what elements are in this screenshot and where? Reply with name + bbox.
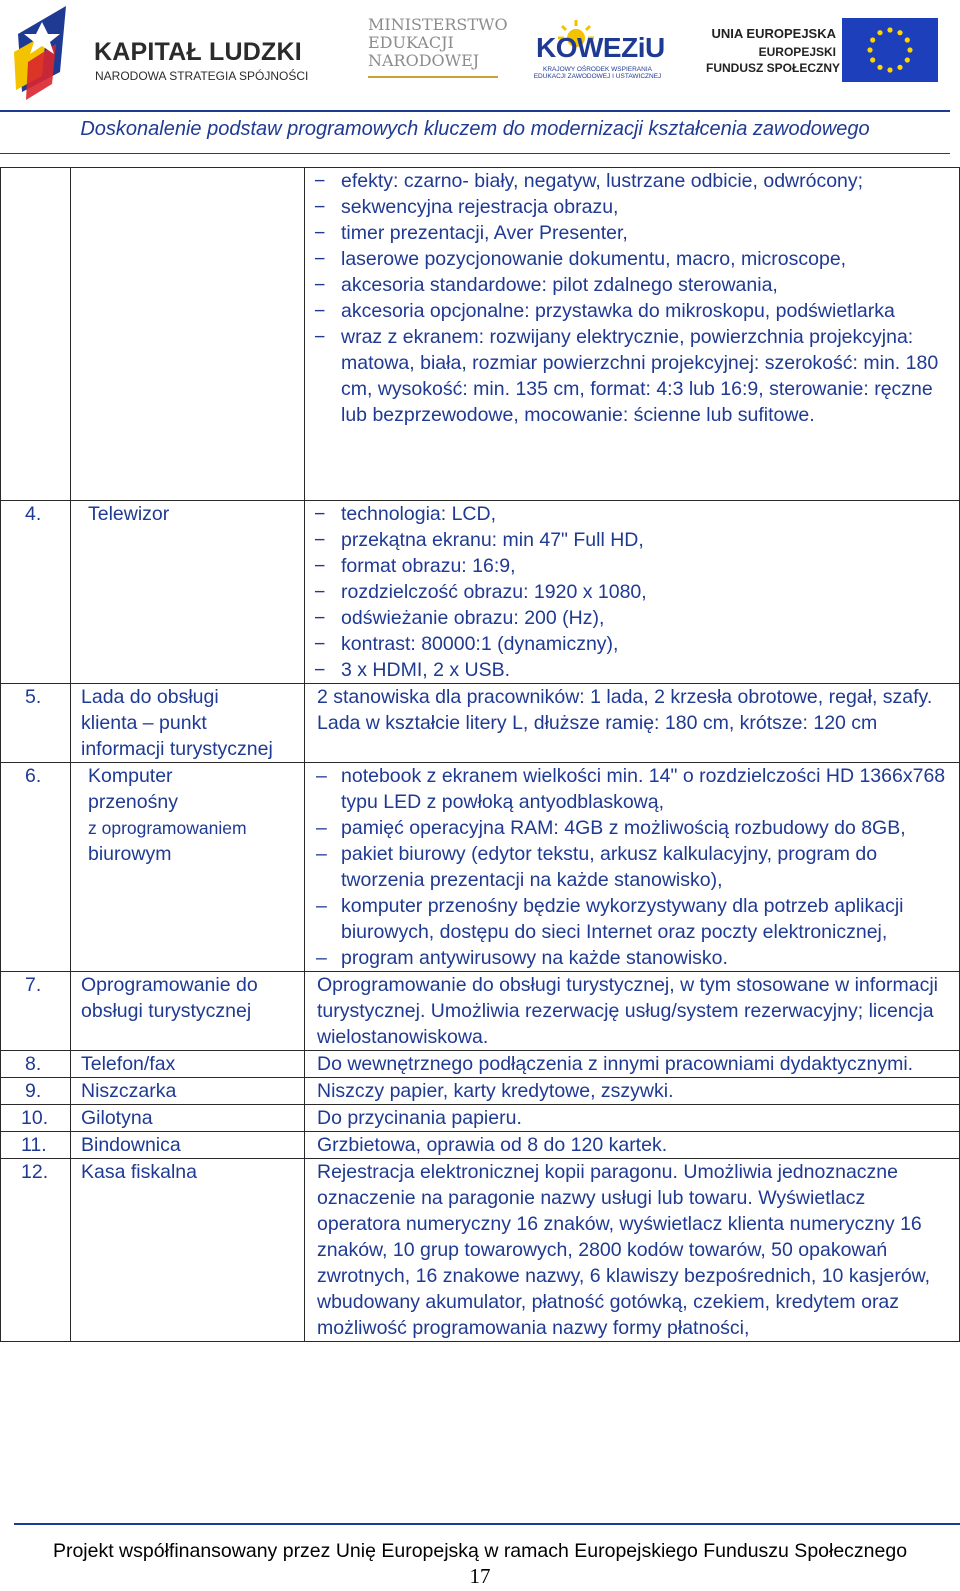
row-spec	[305, 972, 960, 1051]
list-item: − format obrazu: 16:9,	[341, 553, 959, 579]
row-number: 6.	[25, 765, 42, 787]
list-item: − technologia: LCD,	[341, 501, 959, 527]
list-item: − akcesoria standardowe: pilot zdalnego sterowania,	[341, 272, 959, 298]
row-spec	[305, 1159, 960, 1342]
page-number: 17	[469, 1564, 491, 1588]
row-spec	[305, 684, 960, 763]
list-item: − laserowe pozycjonowanie dokumentu, macro, microscope,	[341, 246, 959, 272]
row-spec	[305, 1078, 960, 1105]
footer-rule	[14, 1523, 960, 1525]
row-number-cell	[1, 1078, 71, 1105]
spec-list	[305, 501, 959, 683]
eu-line-2: EUROPEJSKI	[758, 45, 836, 59]
row-name: Komputer przenośny	[88, 765, 178, 813]
spec-text: Rejestracja elektronicznej kopii paragonu. Umożliwia jednoznaczne oznaczenie na paragonie nazwy usługi lub towaru. Wyświetlacz operatora numeryczny 16 znaków, wyświetlacz klienta numeryczny 16 znaków, 10 grup towarowych, 2800 kodów towarów, 50 opakowań zwrotnych, 16 znakowe nazwy, 6 klawiszy bezpośrednich, 10 kasjerów, wbudowany akumulator, płatność gotówką, czekiem, kredytem oraz możliwość programowania nazwy formy płatności,	[317, 1161, 931, 1339]
eu-logo	[706, 18, 951, 98]
list-item: − 3 x HDMI, 2 x USB.	[341, 657, 959, 683]
spec-list	[305, 763, 959, 971]
row-name-cell	[71, 763, 305, 972]
eu-line-3: FUNDUSZ SPOŁECZNY	[706, 61, 841, 75]
row-number: 5.	[25, 686, 42, 708]
header-rule	[0, 110, 950, 112]
list-item: − rozdzielczość obrazu: 1920 x 1080,	[341, 579, 959, 605]
row-number: 12.	[21, 1161, 49, 1183]
koweziu-subtitle: KRAJOWY OŚRODEK WSPIERANIA EDUKACJI ZAWODOWEJ I USTAWICZNEJ	[533, 66, 662, 80]
table-row	[1, 1105, 960, 1132]
row-name: Bindownica	[71, 1132, 305, 1159]
row-name: Niszczarka	[71, 1078, 305, 1105]
spec-list	[305, 168, 959, 428]
row-name: Telefon/fax	[71, 1051, 305, 1078]
page-header	[0, 0, 960, 160]
kapital-ludzki-subtitle: NARODOWA STRATEGIA SPÓJNOŚCI	[95, 69, 309, 83]
row-name: Lada do obsługi klienta – punkt informacji turystycznej	[71, 684, 305, 763]
row-number-cell	[1, 1105, 71, 1132]
eu-flag-icon	[842, 18, 938, 82]
koweziu-logo	[528, 18, 663, 82]
spec-text: Niszczy papier, karty kredytowe, zszywki.	[317, 1080, 674, 1102]
table-row	[1, 1078, 960, 1105]
row-number: 4.	[25, 503, 42, 525]
row-spec	[305, 763, 960, 972]
row-spec	[305, 1051, 960, 1078]
list-item: − timer prezentacji, Aver Presenter,	[341, 220, 959, 246]
spec-text: Do przycinania papieru.	[317, 1107, 522, 1129]
list-item: − kontrast: 80000:1 (dynamiczny),	[341, 631, 959, 657]
row-spec	[305, 1105, 960, 1132]
row-spec	[305, 501, 960, 684]
equipment-spec-table	[0, 167, 960, 1342]
men-line-2: EDUKACJI	[368, 33, 454, 52]
header-motto: Doskonalenie podstaw programowych kluczem do modernizacji kształcenia zawodowego	[80, 118, 870, 140]
row-number: 8.	[25, 1053, 42, 1075]
list-item: – komputer przenośny będzie wykorzystywany dla potrzeb aplikacji biurowych, dostępu do sieci Internet oraz poczty elektronicznej,	[341, 893, 959, 945]
table-row	[1, 1159, 960, 1342]
row-number: 9.	[25, 1080, 42, 1102]
row-number: 11.	[21, 1134, 47, 1156]
koweziu-name: KOWEZiU	[536, 32, 665, 63]
spec-text: Oprogramowanie do obsługi turystycznej, w tym stosowane w informacji turystycznej. Umożliwia rezerwację usług/system rezerwacyjny; licencja wielostanowiskowa.	[317, 974, 939, 1048]
table-row	[1, 1132, 960, 1159]
table-row	[1, 168, 960, 501]
list-item: − akcesoria opcjonalne: przystawka do mikroskopu, podświetlarka	[341, 298, 959, 324]
table-row	[1, 1051, 960, 1078]
row-name: Kasa fiskalna	[71, 1159, 305, 1342]
row-number-cell	[1, 1159, 71, 1342]
spec-text: 2 stanowiska dla pracowników: 1 lada, 2 krzesła obrotowe, regał, szafy. Lada w kształcie litery L, dłuższe ramię: 180 cm, krótsze: 120 cm	[317, 686, 933, 734]
header-rule-bottom	[0, 153, 950, 154]
row-number: 10.	[21, 1107, 49, 1129]
kapital-ludzki-emblem-icon	[8, 4, 88, 104]
spec-text: Do wewnętrznego podłączenia z innymi pracowniami dydaktycznymi.	[317, 1053, 914, 1075]
row-spec	[305, 168, 960, 501]
kapital-ludzki-title: KAPITAŁ LUDZKI	[94, 38, 302, 66]
list-item: − efekty: czarno- biały, negatyw, lustrzane odbicie, odwrócony;	[341, 168, 959, 194]
row-number-cell	[1, 763, 71, 972]
row-number-cell	[1, 972, 71, 1051]
list-item: – pamięć operacyjna RAM: 4GB z możliwością rozbudowy do 8GB,	[341, 815, 959, 841]
kapital-ludzki-logo	[8, 4, 318, 104]
list-item: − przekątna ekranu: min 47" Full HD,	[341, 527, 959, 553]
men-logo	[368, 16, 508, 78]
row-number	[1, 168, 71, 501]
row-number: 7.	[25, 974, 42, 996]
row-name-line-3: biurowym	[88, 843, 172, 865]
table-row	[1, 763, 960, 972]
table-row	[1, 684, 960, 763]
footer-text: Projekt współfinansowany przez Unię Europejską w ramach Europejskiego Funduszu Społecznego	[52, 1540, 908, 1562]
list-item: – notebook z ekranem wielkości min. 14" o rozdzielczości HD 1366x768 typu LED z powłoką antyodblaskową,	[341, 763, 959, 815]
men-line-3: NARODOWEJ	[368, 51, 480, 70]
row-name	[71, 168, 305, 501]
row-name: Gilotyna	[71, 1105, 305, 1132]
list-item: − wraz z ekranem: rozwijany elektrycznie, powierzchnia projekcyjna: matowa, biała, rozmiar powierzchni projekcyjnej: szerokość: min. 180 cm, wysokość: min. 135 cm, format: 4:3 lub 16:9, sterowanie: ręczne lub bezprzewodowe, mocowanie: ścienne lub sufitowe.	[341, 324, 959, 428]
men-line-1: MINISTERSTWO	[368, 15, 508, 34]
row-number-cell	[1, 501, 71, 684]
list-item: − odświeżanie obrazu: 200 (Hz),	[341, 605, 959, 631]
eu-line-1: UNIA EUROPEJSKA	[711, 26, 836, 41]
spec-text: Grzbietowa, oprawia od 8 do 120 kartek.	[317, 1134, 668, 1156]
list-item: – pakiet biurowy (edytor tekstu, arkusz kalkulacyjny, program do tworzenia prezentacji na każde stanowisko),	[341, 841, 959, 893]
row-number-cell	[1, 1132, 71, 1159]
list-item: − sekwencyjna rejestracja obrazu,	[341, 194, 959, 220]
row-name: Oprogramowanie do obsługi turystycznej	[71, 972, 305, 1051]
row-name-line-2: z oprogramowaniem	[88, 818, 247, 838]
table-row	[1, 501, 960, 684]
row-name: Telewizor	[71, 501, 305, 684]
table-row	[1, 972, 960, 1051]
row-number-cell	[1, 1051, 71, 1078]
row-spec	[305, 1132, 960, 1159]
men-underline	[368, 76, 498, 78]
list-item: – program antywirusowy na każde stanowisko.	[341, 945, 959, 971]
row-number-cell	[1, 684, 71, 763]
